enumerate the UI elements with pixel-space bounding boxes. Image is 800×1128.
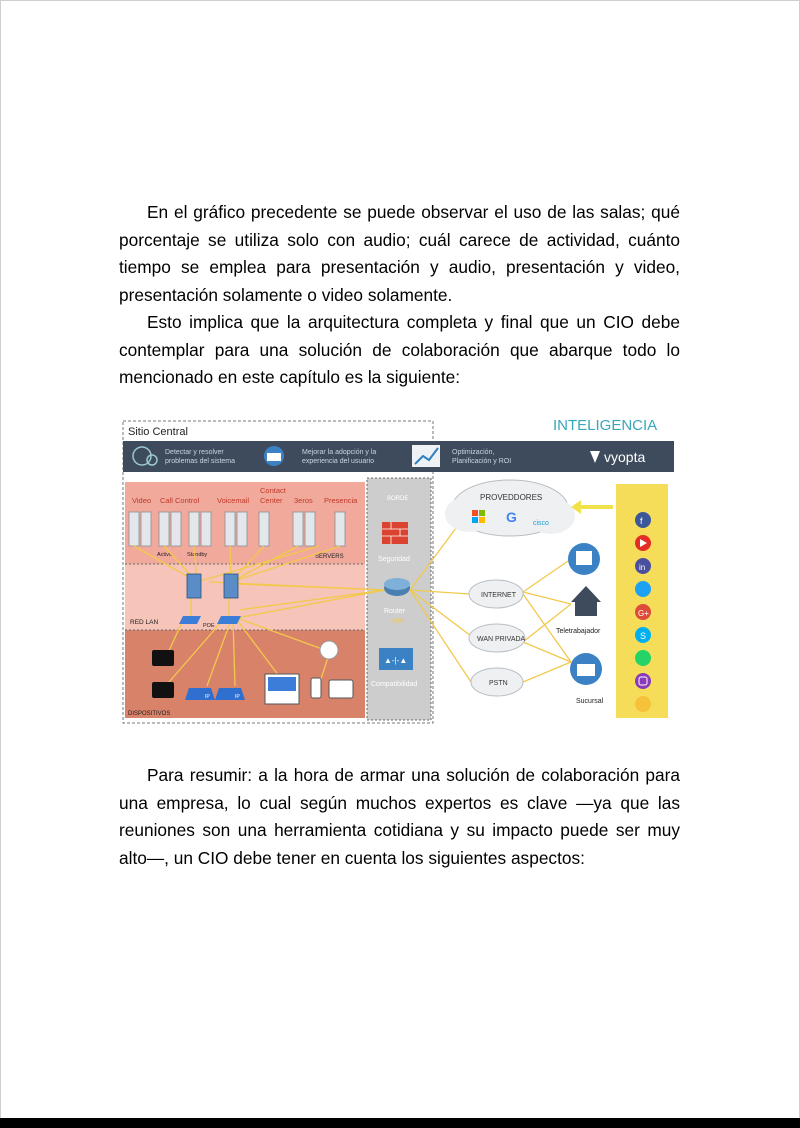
service-voicemail: Voicemail xyxy=(217,496,250,505)
youtube-icon xyxy=(635,535,651,551)
firewall-icon xyxy=(382,522,408,544)
banner-item-2-line-1: Mejorar la adopción y la xyxy=(302,449,377,456)
ip-label-1: IP xyxy=(205,694,210,700)
devices-label: DISPOSITIVOS xyxy=(128,711,171,717)
skype-icon xyxy=(635,627,651,643)
banner-item-1-line-2: problemas del sistema xyxy=(165,458,236,465)
poe-label: POE xyxy=(203,623,215,629)
intelligence-title: INTELIGENCIA xyxy=(553,417,658,434)
branch-label: Sucursal xyxy=(576,698,604,705)
pstn-label: PSTN xyxy=(489,680,508,687)
google-icon: G xyxy=(506,509,517,525)
internet-label: INTERNET xyxy=(481,592,516,599)
roi-chart-icon xyxy=(412,445,440,467)
lan-label: RED LAN xyxy=(130,619,159,626)
compatibility-label: Compatibilidad xyxy=(371,681,418,688)
banner-item-3-line-2: Planificación y ROI xyxy=(452,458,512,465)
instagram-icon xyxy=(635,673,651,689)
vyopta-brand: vyopta xyxy=(604,449,646,465)
svg-text:G+: G+ xyxy=(638,609,649,618)
googleplus-icon xyxy=(635,604,651,620)
gw-label: GW xyxy=(392,618,405,625)
banner-item-3-line-1: Optimización, xyxy=(452,449,495,456)
providers-title: PROVEDDORES xyxy=(480,493,543,502)
paragraph-room-usage: En el gráfico precedente se puede observar el uso de las salas; qué porcentaje se utiliza solo con audio; cuál carece de actividad, cuánto tiempo se emplea para presentación y audio, presentación y video, presentación solamente o video solamente. xyxy=(119,202,680,305)
compatibility-icon xyxy=(379,648,413,670)
home-icon xyxy=(571,586,601,616)
service-presencia: Presencia xyxy=(324,496,358,505)
paragraph-architecture-intro: Esto implica que la arquitectura completa y final que un CIO debe contemplar para una solución de colaboración que abarque todo lo mencionado en este capítulo es la siguiente: xyxy=(119,312,680,388)
mobile-devices-icon xyxy=(311,678,353,698)
remote-worker-label: Teletrabajador xyxy=(556,628,601,635)
server-rack-icon xyxy=(129,512,345,546)
cisco-logo: cisco xyxy=(533,520,549,527)
banner-item-1-line-1: Detectar y resolver xyxy=(165,449,224,456)
security-label: Seguridad xyxy=(378,556,410,563)
service-call-control: Call Control xyxy=(160,496,200,505)
router-label: Router xyxy=(384,608,406,615)
video-endpoint-icon xyxy=(265,674,299,704)
access-point-icon xyxy=(320,641,338,659)
service-center: Center xyxy=(260,496,283,505)
service-3eros: 3eros xyxy=(294,496,313,505)
service-video: Video xyxy=(132,496,152,505)
whatsapp-icon xyxy=(635,650,651,666)
server-tag-activo: Activo xyxy=(157,552,172,558)
edge-title: BORDE xyxy=(387,496,409,502)
svg-text:▲-|-▲: ▲-|-▲ xyxy=(384,656,408,665)
ip-label-2: IP xyxy=(235,694,240,700)
svg-text:S: S xyxy=(640,631,647,641)
servers-label: SERVERS xyxy=(315,554,344,560)
vyopta-banner xyxy=(123,441,674,472)
paragraph-summary: Para resumir: a la hora de armar una solución de colaboración para una empresa, lo cual según muchos expertos es clave —ya que las reuniones son una herramienta cotidiana y su impacto puede ser muy alto—, un CIO debe tener en cuenta los siguientes aspectos: xyxy=(119,765,680,868)
facebook-icon xyxy=(635,512,651,528)
service-contact: Contact xyxy=(260,486,286,495)
architecture-diagram xyxy=(119,414,681,726)
banner-item-2-line-2: experiencia del usuario xyxy=(302,458,374,465)
linkedin-icon xyxy=(635,558,651,574)
wan-label: WAN PRIVADA xyxy=(477,636,526,643)
server-tag-standby: Standby xyxy=(187,552,208,558)
router-icon xyxy=(384,578,410,596)
central-site-label: Sitio Central xyxy=(128,426,188,438)
svg-text:in: in xyxy=(639,563,646,572)
svg-text:f: f xyxy=(640,516,643,526)
building-icon xyxy=(568,543,600,575)
snapchat-icon xyxy=(635,696,651,712)
providers-cloud xyxy=(445,480,575,536)
twitter-icon xyxy=(635,581,651,597)
store-icon xyxy=(570,653,602,685)
bottom-bar xyxy=(0,1118,800,1128)
user-experience-icon xyxy=(264,446,284,466)
